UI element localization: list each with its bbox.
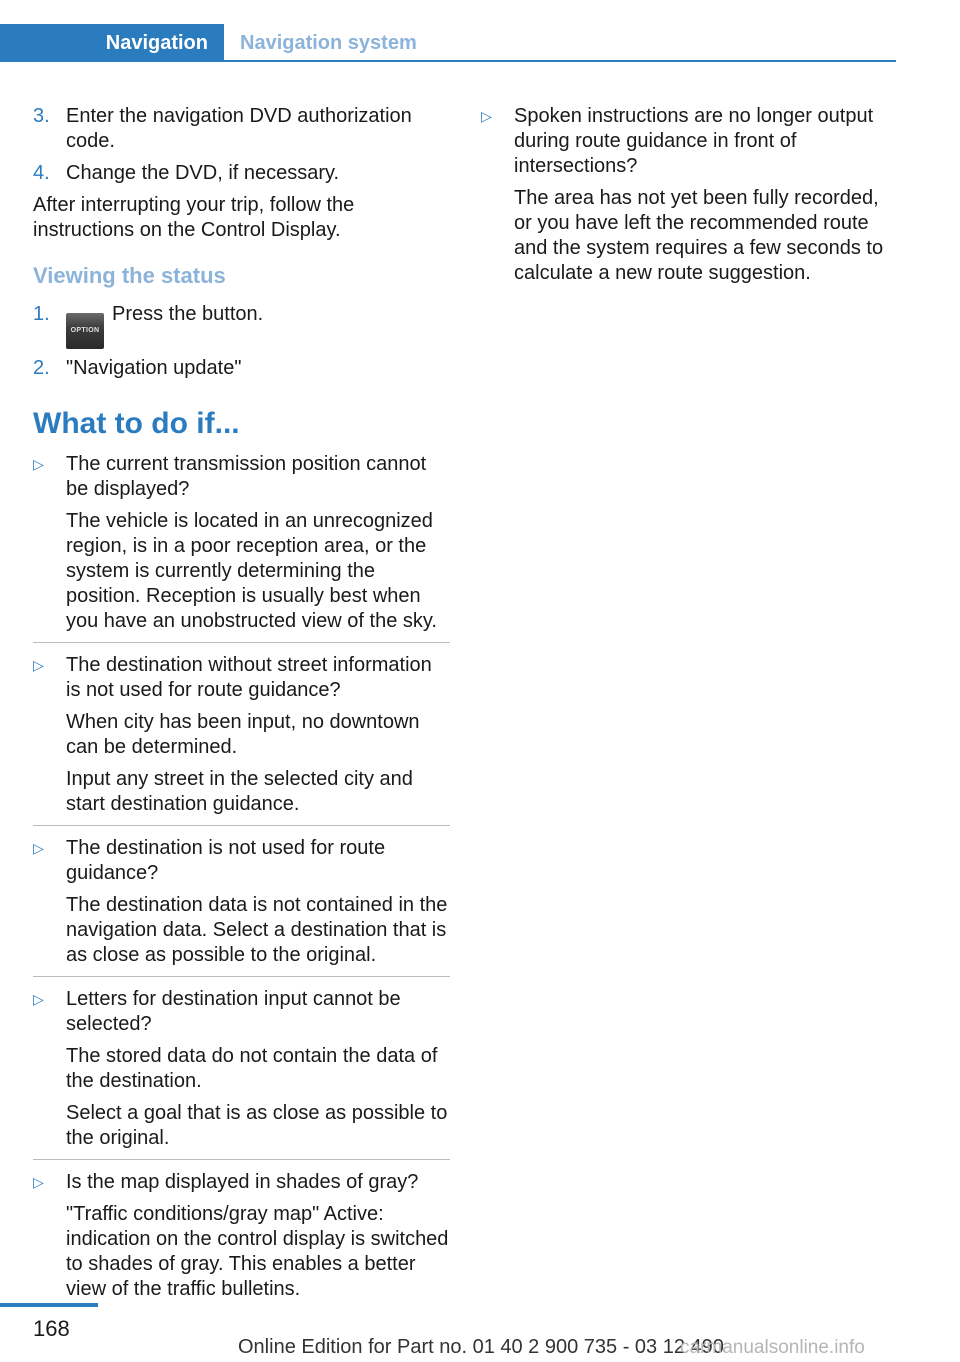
after-interrupt-text: After interrupting your trip, follow the instructions on the Control Display. [33,194,355,241]
section-heading: What to do if... [33,407,240,440]
left-column [33,104,450,1311]
step-item [33,161,450,186]
footer-rule [0,1303,98,1307]
faq-question: The destination without street information is not used for route guidance? [66,654,432,701]
faq-answer: "Traffic conditions/gray map" Active: indication on the control display is switched to shades of gray. This enables a better view of the traffic bulletins. [66,1203,449,1300]
page-header [0,24,896,62]
faq-answer: The vehicle is located in an unrecognized region, is in a poor reception area, or the system is currently determining the position. Reception is usually best when you have an unobstructed view of the sky. [66,510,437,632]
faq-item [33,987,450,1160]
page-number: 168 [33,1316,70,1341]
step-text: Change the DVD, if necessary. [66,162,340,184]
triangle-bullet-icon: ▷ [33,1174,44,1190]
faq-answer: The destination data is not contained in the navigation data. Select a destination that is as close as possible to the original. [66,894,448,966]
header-rule [0,60,896,62]
triangle-bullet-icon: ▷ [33,840,44,856]
step-text: Press the button. [112,303,264,325]
faq-answer: When city has been input, no downtown can be determined. [66,711,420,758]
edition-text: Online Edition for Part no. 01 40 2 900 735 - 03 12 490 [238,1336,724,1358]
faq-answer: Input any street in the selected city and start destination guidance. [66,768,413,815]
faq-item [33,452,450,643]
triangle-bullet-icon: ▷ [33,991,44,1007]
status-heading: Viewing the status [33,263,226,288]
faq-answer: The stored data do not contain the data of the destination. [66,1045,438,1092]
triangle-bullet-icon: ▷ [33,456,44,472]
step-number: 4. [33,162,50,184]
step-item [33,302,450,349]
faq-answer: The area has not yet been fully recorded, or you have left the recommended route and the system requires a few seconds to calculate a new route suggestion. [514,187,884,284]
step-text: "Navigation update" [66,357,242,379]
faq-item [33,653,450,826]
watermark: carmanualsonline.info [680,1337,865,1358]
triangle-bullet-icon: ▷ [481,108,492,124]
faq-answer: Select a goal that is as close as possible to the original. [66,1102,448,1149]
faq-item [33,836,450,977]
step-number: 2. [33,357,50,379]
step-text: Enter the navigation DVD authorization code. [66,105,412,152]
faq-item [33,1170,450,1302]
section-tab: Navigation [0,24,224,62]
step-number: 1. [33,303,50,325]
step-item [33,356,450,381]
option-button-icon: OPTION [66,313,104,349]
faq-question: The destination is not used for route guidance? [66,837,386,884]
faq-question: The current transmission position cannot be displayed? [66,453,427,500]
subsection-tab: Navigation system [240,31,417,54]
faq-question: Is the map displayed in shades of gray? [66,1171,419,1193]
faq-question: Letters for destination input cannot be selected? [66,988,401,1035]
faq-question: Spoken instructions are no longer output during route guidance in front of intersections? [514,105,874,177]
right-column [481,104,899,295]
step-item [33,104,450,154]
step-number: 3. [33,105,50,127]
faq-item [481,104,899,286]
triangle-bullet-icon: ▷ [33,657,44,673]
